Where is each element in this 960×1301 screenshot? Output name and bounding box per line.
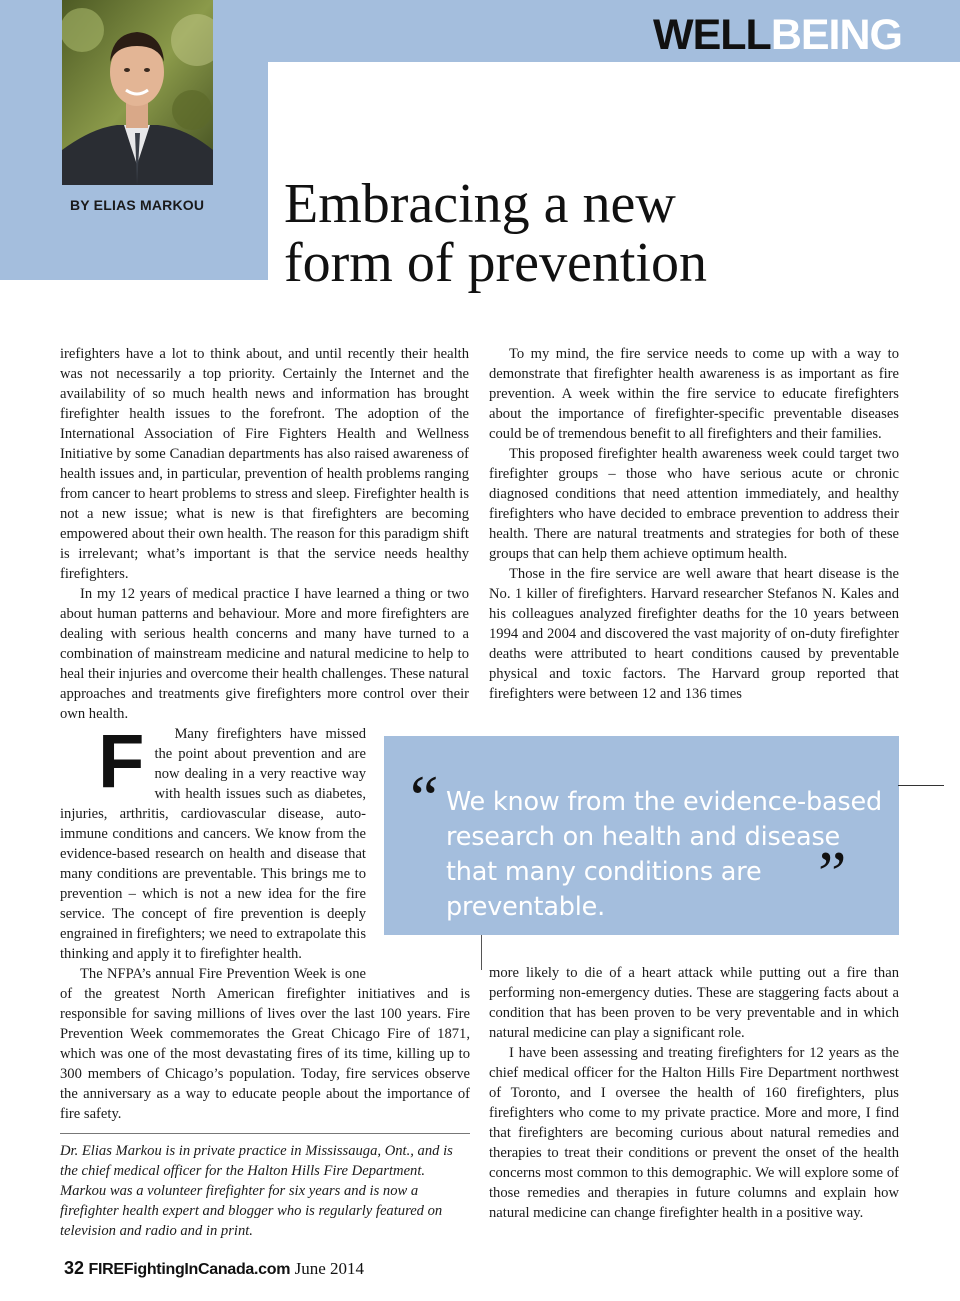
page-number: 32 <box>64 1258 85 1278</box>
bio-divider <box>60 1133 470 1134</box>
column-divider <box>481 935 482 970</box>
paragraph: irefighters have a lot to think about, and until recently their health was not necessarily a top priority. Certainly the Internet and the availability of so much health news and information has brought firefighter health issues to the forefront. The adoption of the International Association of Fire Fighters Health and Wellness Initiative by some Canadian departments has also raised awareness of health issues and, in particular, prevention of health problems ranging from cancer to heart problems to stress and sleep. Firefighter health is not a new issue; what is new is that firefighters are becoming empowered about their own health. The reason for this paradigm shift is irrelevant; what’s important is that the service needs healthy firefighters. <box>60 346 469 582</box>
article-column-left <box>60 344 470 1124</box>
page-footer <box>64 1258 364 1279</box>
headline-line-1: Embracing a new <box>284 173 676 235</box>
author-byline: BY ELIAS MARKOU <box>70 197 205 213</box>
footer-date: June 2014 <box>294 1259 365 1278</box>
paragraph: The NFPA’s annual Fire Prevention Week is one of the greatest North American firefighter initiatives and is responsible for saving millions of lives over the last 100 years. Fire Prevention Week commemorates the Great Chicago Fire of 1871, which was one of the most devastating fires of its time, killing up to 300 members of Chicago’s population. Today, fire services observe the anniversary as a way to educate people about the importance of fire safety. <box>60 966 470 1122</box>
pull-quote-rule <box>898 785 944 786</box>
pull-quote-text: We know from the evidence-based research on health and disease that many conditions are preventable. <box>446 787 882 922</box>
paragraph: Those in the fire service are well aware that heart disease is the No. 1 killer of firefighters. Harvard researcher Stefanos N. Kales and his colleagues analyzed firefighter deaths for the 10 years between 1994 and 2004 and discovered the vast majority of on-duty firefighter deaths were attributed to heart conditions caused by preventable physical and toxic factors. The Harvard group reported that firefighters were between 12 and 136 times <box>489 566 899 702</box>
section-title <box>653 11 902 59</box>
author-photo <box>62 0 213 185</box>
paragraph: In my 12 years of medical practice I have learned a thing or two about human patterns and behaviour. More and more firefighters are dealing with serious health concerns and many have turned to a combination of mainstream medicine and natural medicine to help to heal their injuries and overcome their health challenges. These natural approaches and treatments give firefighters more control over their own health. <box>60 586 470 722</box>
section-title-word1: WELL <box>653 11 771 59</box>
paragraph: This proposed firefighter health awareness week could target two firefighter groups – those who have serious acute or chronic diagnosed conditions that need attention immediately, and healthy firefighters who have decided to embrace prevention to address their health. There are natural treatments and strategies for both of these groups that can help them achieve optimum health. <box>489 446 899 562</box>
paragraph: I have been assessing and treating firefighters for 12 years as the chief medical officer for the Halton Hills Fire Department northwest of Toronto, and I oversee the health of 160 firefighters, plus firefighters who come to my private practice. More and more, I find that firefighters are becoming curious about natural remedies and therapies to treat their conditions or prevent the onset of the health concerns most common to this demographic. We will explore some of those remedies and therapies in future columns and explain how natural medicine can change firefighter health in a positive way. <box>489 1045 899 1221</box>
open-quote-icon: “ <box>410 762 439 833</box>
article-column-right-top <box>489 344 899 704</box>
paragraph: more likely to die of a heart attack while putting out a fire than performing non-emergency duties. These are staggering facts about a condition that has been proven to be very preventable and in which natural medicine can play a significant role. <box>489 965 899 1041</box>
close-quote-icon: ” <box>818 838 847 909</box>
paragraph: To my mind, the fire service needs to come up with a way to demonstrate that firefighter health awareness is as important as fire prevention. A week within the fire service to educate firefighters about the importance of firefighter-specific preventable diseases could be of tremendous benefit to all firefighters and their families. <box>489 346 899 442</box>
section-title-word2: BEING <box>770 11 902 59</box>
footer-site: FIREFightingInCanada.com <box>88 1261 291 1278</box>
headline-line-2: form of prevention <box>284 232 707 294</box>
drop-cap: F <box>98 719 145 804</box>
article-headline <box>284 175 924 293</box>
author-bio: Dr. Elias Markou is in private practice in Mississauga, Ont., and is the chief medical officer for the Halton Hills Fire Department. Markou was a volunteer firefighter for six years and is now a firefighter health expert and blogger who is regularly featured on television and radio and in print. <box>60 1143 453 1239</box>
article-column-right-bottom <box>489 963 899 1223</box>
paragraph: Many firefighters have missed the point about prevention and are now dealing in a very reactive way with health issues such as diabetes, injuries, arthritis, cardiovascular disease, auto-immune conditions and cancers. We know from the evidence-based research on health and disease that many conditions are preventable. This brings me to prevention – which is not a new idea for the fire service. The concept of fire prevention is deeply engrained in firefighters; we need to extrapolate this thinking and apply it to firefighter health. <box>60 726 366 962</box>
